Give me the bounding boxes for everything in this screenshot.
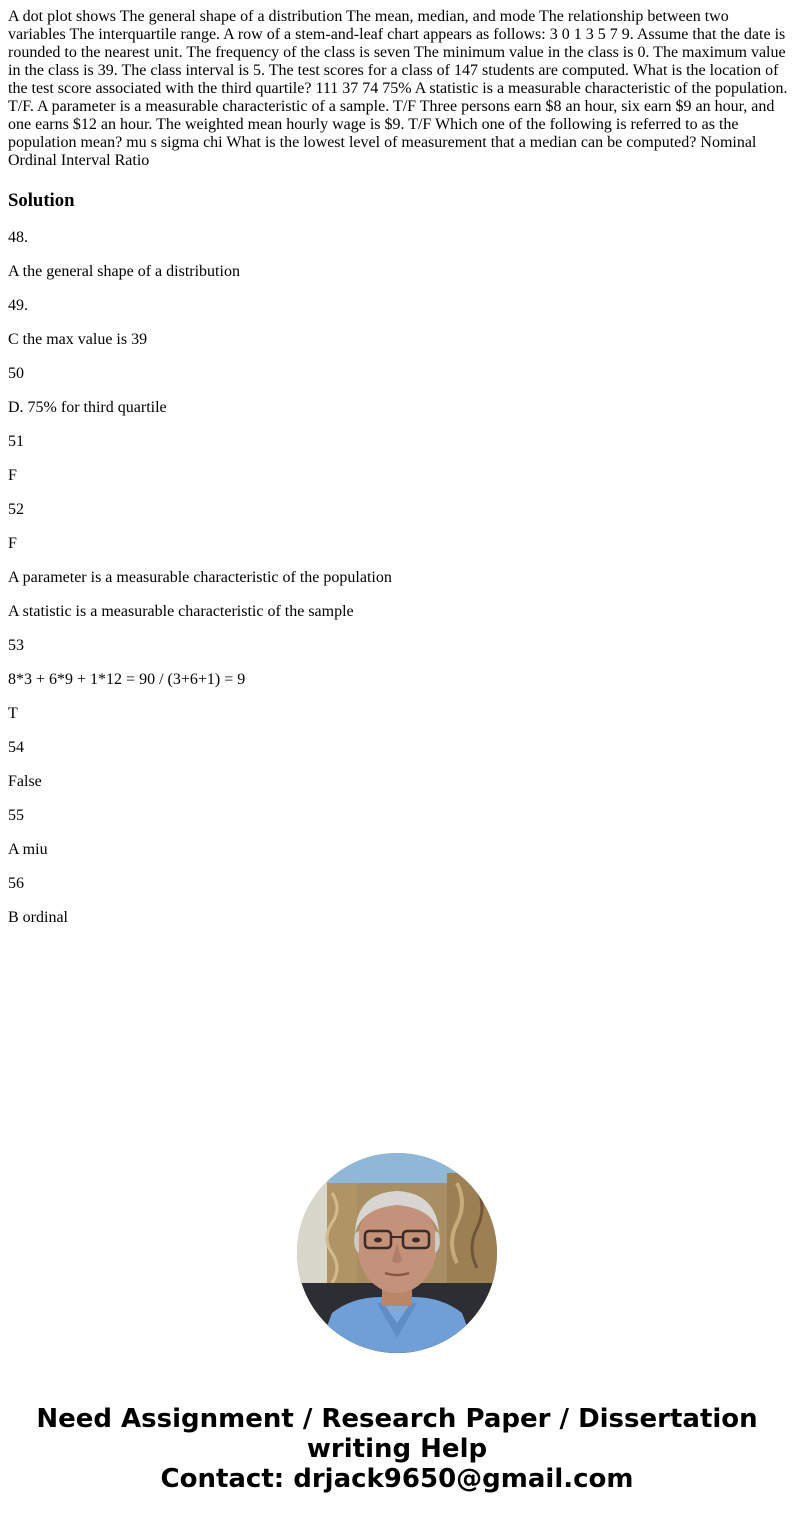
answer-line: A statistic is a measurable characteristic of the sample xyxy=(8,603,354,620)
author-avatar xyxy=(297,1153,497,1353)
answer-line: A parameter is a measurable characteristic of the population xyxy=(8,569,392,586)
answer-line: 52 xyxy=(8,501,24,518)
answer-line: 53 xyxy=(8,637,24,654)
footer-contact-email: Contact: drjack9650@gmail.com xyxy=(160,1464,634,1494)
answer-line: 54 xyxy=(8,739,24,756)
footer-line-1: Need Assignment / Research Paper / Dissertation xyxy=(36,1404,758,1434)
contact-footer xyxy=(0,1404,794,1494)
answer-line: T xyxy=(8,705,18,722)
answer-line: 8*3 + 6*9 + 1*12 = 90 / (3+6+1) = 9 xyxy=(8,671,246,688)
answer-line: B ordinal xyxy=(8,909,68,926)
answer-line: 56 xyxy=(8,875,24,892)
answer-line: A the general shape of a distribution xyxy=(8,263,240,280)
author-portrait-image xyxy=(297,1153,497,1353)
answer-line: 48. xyxy=(8,229,28,246)
answer-line: False xyxy=(8,773,42,790)
answer-line: C the max value is 39 xyxy=(8,331,148,348)
answer-line: 55 xyxy=(8,807,24,824)
answer-line: 51 xyxy=(8,433,24,450)
answer-line: 49. xyxy=(8,297,28,314)
answer-line: F xyxy=(8,467,17,484)
solution-heading: Solution xyxy=(8,190,75,211)
answers-list xyxy=(8,229,788,927)
answer-line: 50 xyxy=(8,365,24,382)
question-text: A dot plot shows The general shape of a distribution The mean, median, and mode The relationship between two variables The interquartile range. A row of a stem-and-leaf chart appears as follows: 3 0 1 3 5 7 9. Assume that the date is rounded to the nearest unit. The frequency of the class is seven The minimum value in the class is 0. The maximum value in the class is 39. The class interval is 5. The test scores for a class of 147 students are computed. What is the location of the test score associated with the third quartile? 111 37 74 75% A statistic is a measurable characteristic of the population. T/F. A parameter is a measurable characteristic of a sample. T/F Three persons earn $8 an hour, six earn $9 an hour, and one earns $12 an hour. The weighted mean hourly wage is $9. T/F Which one of the following is referred to as the population mean? mu s sigma chi What is the lowest level of measurement that a median can be computed? Nominal Ordinal Interval Ratio xyxy=(8,8,788,169)
footer-line-2: writing Help xyxy=(306,1434,488,1464)
answer-line: F xyxy=(8,535,17,552)
answer-line: A miu xyxy=(8,841,48,858)
answer-line: D. 75% for third quartile xyxy=(8,399,167,416)
document-body xyxy=(8,8,788,943)
